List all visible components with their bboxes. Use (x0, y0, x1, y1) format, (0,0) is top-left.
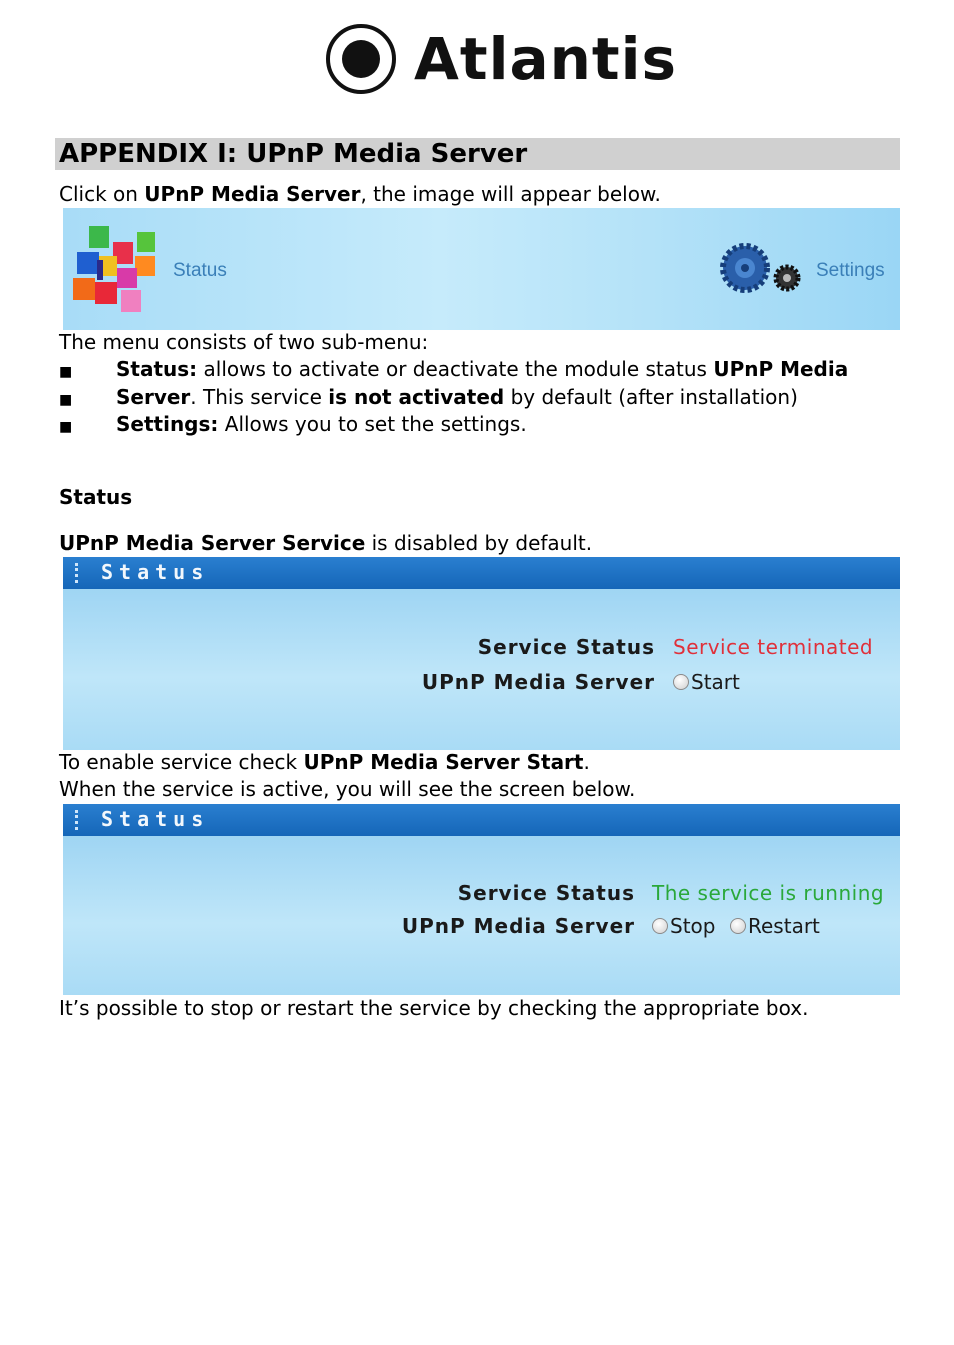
restart-option[interactable]: Restart (730, 914, 820, 938)
appendix-heading: APPENDIX I: UPnP Media Server (55, 138, 900, 170)
panel-title-bar (63, 804, 900, 836)
settings-menu-label[interactable]: Settings (816, 260, 885, 281)
upnp-media-server-label: UPnP Media Server (421, 670, 655, 694)
panel-body (63, 589, 900, 750)
panel-body (63, 836, 900, 995)
active-line: When the service is active, you will see the screen below. (59, 777, 636, 801)
drag-handle-icon (75, 563, 81, 583)
bullet-square-icon: ■ (59, 419, 73, 435)
bullet-square-icon: ■ (59, 364, 73, 380)
status-cubes-icon[interactable] (69, 222, 161, 318)
start-option[interactable]: Start (673, 670, 740, 694)
bullet-server: ■ Server. This service is not activated by default (after installation) (59, 385, 798, 409)
enable-line: To enable service check UPnP Media Server Start. (59, 750, 590, 774)
service-status-value: The service is running (652, 881, 885, 905)
logo-mark-icon (326, 24, 396, 94)
service-status-label: Service Status (477, 635, 655, 659)
panel-title: Status (101, 560, 210, 584)
bullet-square-icon: ■ (59, 392, 73, 408)
status-panel-running (63, 804, 900, 995)
upnp-media-server-label: UPnP Media Server (401, 914, 635, 938)
service-status-value: Service terminated (673, 635, 874, 659)
panel-title-bar (63, 557, 900, 589)
status-subheading: Status (59, 485, 133, 509)
restart-radio[interactable] (730, 918, 746, 934)
intro-line: Click on UPnP Media Server, the image will appear below. (59, 182, 661, 206)
bullet-settings: ■ Settings: Allows you to set the settings. (59, 412, 527, 436)
panel-title: Status (101, 807, 210, 831)
stop-radio[interactable] (652, 918, 668, 934)
settings-gears-icon[interactable] (713, 242, 809, 298)
service-status-label: Service Status (457, 881, 635, 905)
disabled-line: UPnP Media Server Service is disabled by default. (59, 531, 593, 555)
status-menu-label[interactable]: Status (173, 260, 227, 281)
atlantis-logo (322, 20, 678, 104)
status-panel-terminated (63, 557, 900, 750)
stop-option[interactable]: Stop (652, 914, 715, 938)
bullet-status: ■ Status: allows to activate or deactivate the module status UPnP Media (59, 357, 849, 381)
logo-text: Atlantis (414, 25, 678, 93)
closing-line: It’s possible to stop or restart the service by checking the appropriate box. (59, 996, 809, 1020)
drag-handle-icon (75, 810, 81, 830)
menu-banner (63, 208, 900, 330)
menu-description: The menu consists of two sub-menu: (59, 330, 429, 354)
start-radio[interactable] (673, 674, 689, 690)
